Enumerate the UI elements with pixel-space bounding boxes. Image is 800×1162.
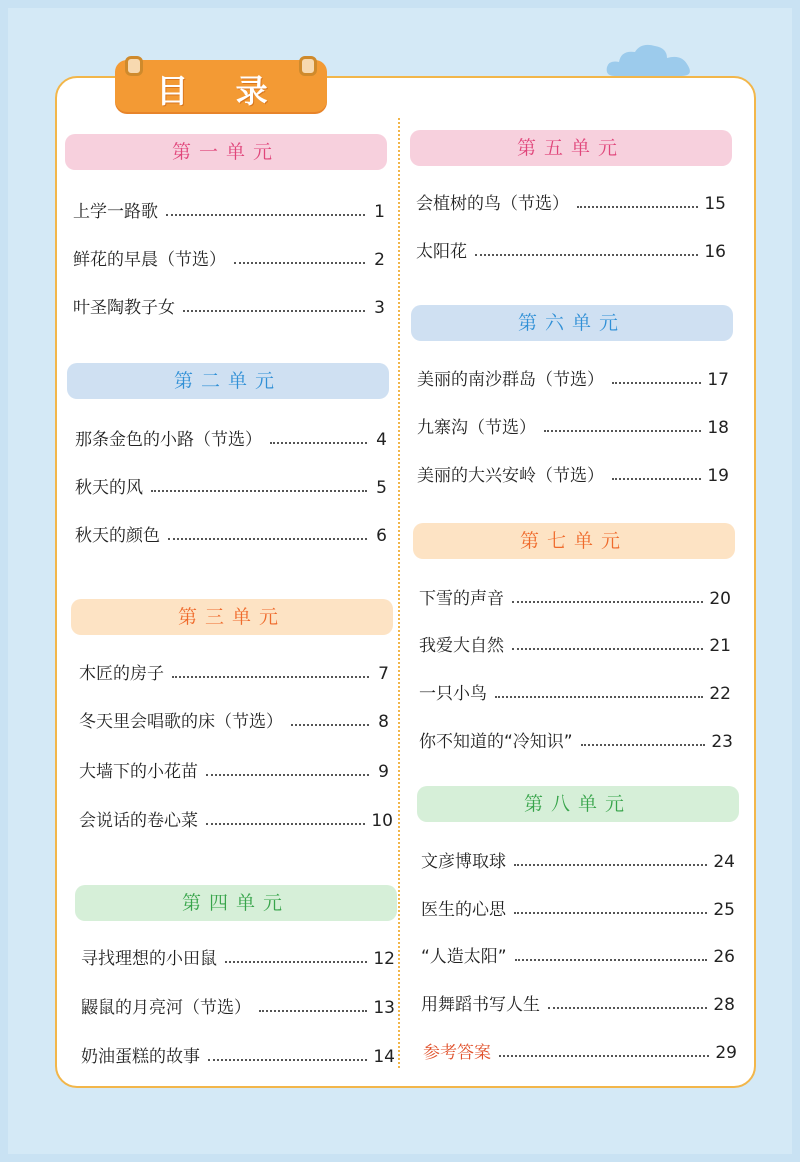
page-number: 3 [374, 298, 385, 318]
toc-entry[interactable] [79, 756, 389, 782]
dot-leader [499, 1055, 709, 1057]
dot-leader [270, 442, 367, 444]
page-number: 22 [709, 684, 731, 704]
dot-leader [234, 262, 365, 264]
toc-entry[interactable] [421, 989, 735, 1015]
page-number: 17 [707, 370, 729, 390]
dot-leader [259, 1010, 367, 1012]
toc-entry[interactable] [73, 292, 385, 318]
toc-entry[interactable] [421, 846, 735, 872]
toc-card [55, 76, 756, 1088]
entry-title: 鲜花的早晨（节选） [73, 250, 226, 270]
toc-entry[interactable] [417, 460, 729, 486]
toc-entry[interactable] [419, 630, 731, 656]
page-number: 4 [376, 430, 387, 450]
page-number: 16 [704, 242, 726, 262]
entry-title: 医生的心思 [421, 900, 506, 920]
entry-title: 我爱大自然 [419, 636, 504, 656]
toc-entry[interactable] [419, 678, 731, 704]
dot-leader [548, 1007, 707, 1009]
toc-entry[interactable] [417, 412, 729, 438]
page-number: 25 [713, 900, 735, 920]
page-number: 29 [715, 1043, 737, 1063]
entry-title: 那条金色的小路（节选） [75, 430, 262, 450]
page-number: 6 [376, 526, 387, 546]
dot-leader [166, 214, 365, 216]
entry-title: 太阳花 [416, 242, 467, 262]
toc-entry[interactable] [417, 364, 729, 390]
dot-leader [206, 774, 369, 776]
entry-title: 你不知道的“冷知识” [419, 732, 573, 752]
dot-leader [168, 538, 367, 540]
entry-title: 美丽的南沙群岛（节选） [417, 370, 604, 390]
toc-entry[interactable] [79, 706, 389, 732]
unit-1-header: 第一单元 [65, 134, 387, 170]
entry-title: 鼹鼠的月亮河（节选） [81, 998, 251, 1018]
entry-title: 文彦博取球 [421, 852, 506, 872]
entry-title: 一只小鸟 [419, 684, 487, 704]
dot-leader [515, 959, 708, 961]
dot-leader [183, 310, 365, 312]
dot-leader [225, 961, 367, 963]
toc-entry[interactable] [81, 943, 395, 969]
page-number: 7 [378, 664, 389, 684]
entry-title: 九寨沟（节选） [417, 418, 536, 438]
entry-title: 寻找理想的小田鼠 [81, 949, 217, 969]
entry-title: 秋天的风 [75, 478, 143, 498]
unit-4-header: 第四单元 [75, 885, 397, 921]
dot-leader [291, 724, 369, 726]
entry-title: 奶油蛋糕的故事 [81, 1047, 200, 1067]
dot-leader [514, 864, 707, 866]
toc-entry[interactable] [79, 805, 393, 831]
entry-title: 秋天的颜色 [75, 526, 160, 546]
dot-leader [495, 696, 703, 698]
toc-entry[interactable] [419, 583, 731, 609]
unit-3-header: 第三单元 [71, 599, 393, 635]
entry-title: 参考答案 [423, 1043, 491, 1063]
toc-entry[interactable] [75, 520, 387, 546]
unit-7-header: 第七单元 [413, 523, 735, 559]
entry-title: 上学一路歌 [73, 202, 158, 222]
entry-title: 木匠的房子 [79, 664, 164, 684]
entry-title: 会植树的鸟（节选） [416, 194, 569, 214]
page-number: 2 [374, 250, 385, 270]
dot-leader [544, 430, 701, 432]
page-number: 24 [713, 852, 735, 872]
toc-entry[interactable] [419, 726, 733, 752]
page-number: 9 [378, 762, 389, 782]
entry-title: 叶圣陶教子女 [73, 298, 175, 318]
entry-title: 美丽的大兴安岭（节选） [417, 466, 604, 486]
entry-title: 用舞蹈书写人生 [421, 995, 540, 1015]
toc-entry[interactable] [81, 1041, 395, 1067]
toc-entry[interactable] [416, 236, 726, 262]
title-tab [115, 60, 327, 112]
page-number: 10 [371, 811, 393, 831]
page-number: 26 [713, 947, 735, 967]
dot-leader [512, 601, 703, 603]
page-number: 14 [373, 1047, 395, 1067]
toc-entry[interactable] [416, 188, 726, 214]
entry-title: “人造太阳” [421, 947, 507, 967]
page-number: 23 [711, 732, 733, 752]
toc-entry[interactable] [421, 894, 735, 920]
entry-title: 会说话的卷心菜 [79, 811, 198, 831]
dot-leader [151, 490, 367, 492]
page-number: 15 [704, 194, 726, 214]
dot-leader [172, 676, 369, 678]
toc-entry[interactable] [75, 472, 387, 498]
answers-entry[interactable] [423, 1037, 737, 1063]
unit-8-header: 第八单元 [417, 786, 739, 822]
dot-leader [475, 254, 698, 256]
page-number: 21 [709, 636, 731, 656]
dot-leader [581, 744, 706, 746]
entry-title: 大墙下的小花苗 [79, 762, 198, 782]
toc-entry[interactable] [73, 196, 385, 222]
page-number: 20 [709, 589, 731, 609]
toc-entry[interactable] [79, 658, 389, 684]
dot-leader [512, 648, 703, 650]
dot-leader [577, 206, 698, 208]
page-number: 28 [713, 995, 735, 1015]
entry-title: 冬天里会唱歌的床（节选） [79, 712, 283, 732]
page-number: 19 [707, 466, 729, 486]
entry-title: 下雪的声音 [419, 589, 504, 609]
page-number: 1 [374, 202, 385, 222]
toc-entry[interactable] [73, 244, 385, 270]
toc-entry[interactable] [81, 992, 395, 1018]
unit-2-header: 第二单元 [67, 363, 389, 399]
cloud-icon [605, 40, 695, 80]
dot-leader [208, 1059, 367, 1061]
toc-entry[interactable] [421, 941, 735, 967]
column-divider [398, 118, 400, 1068]
dot-leader [206, 823, 365, 825]
unit-5-header: 第五单元 [410, 130, 732, 166]
unit-6-header: 第六单元 [411, 305, 733, 341]
page-title: 目 录 [156, 72, 286, 110]
dot-leader [612, 478, 701, 480]
page-number: 18 [707, 418, 729, 438]
dot-leader [514, 912, 707, 914]
dot-leader [612, 382, 701, 384]
page-number: 12 [373, 949, 395, 969]
page-number: 5 [376, 478, 387, 498]
toc-entry[interactable] [75, 424, 387, 450]
page-number: 8 [378, 712, 389, 732]
page-number: 13 [373, 998, 395, 1018]
